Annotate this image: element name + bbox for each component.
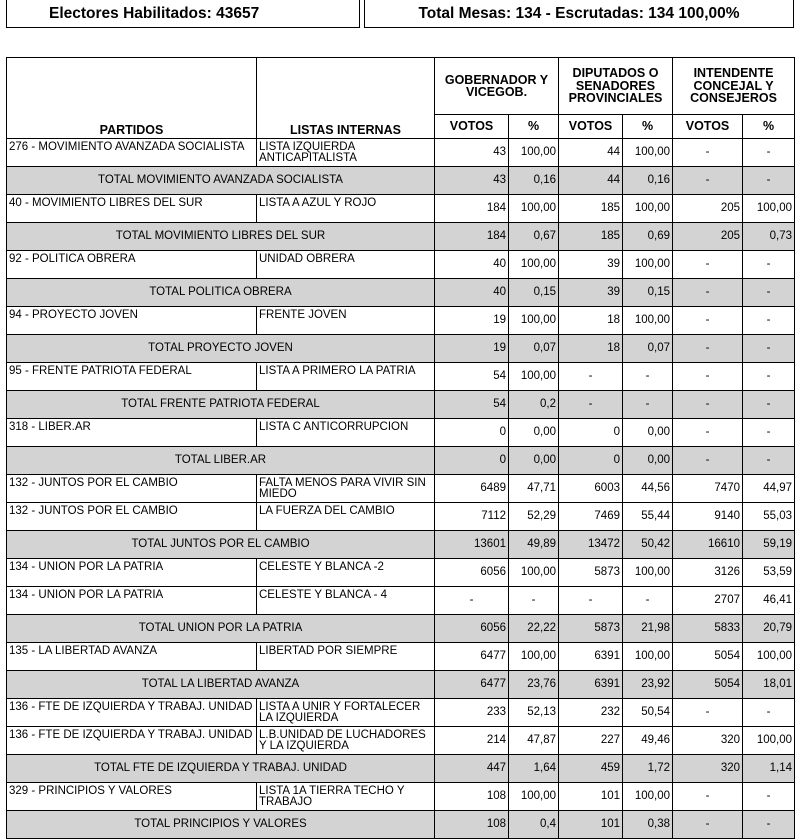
dip-votos: - (559, 587, 623, 615)
gob-pct: 0,07 (509, 335, 559, 363)
gob-votos: 43 (435, 139, 509, 167)
int-pct: 100,00 (743, 195, 795, 223)
lista-interna-name: LISTA A UNIR Y FORTALECER LA IZQUIERDA (257, 699, 435, 727)
int-pct: - (743, 699, 795, 727)
list-row (7, 783, 795, 811)
dip-votos: 6003 (559, 475, 623, 503)
int-votos: 5833 (673, 615, 743, 643)
int-pct: - (743, 363, 795, 391)
int-votos: 3126 (673, 559, 743, 587)
int-pct: - (743, 139, 795, 167)
lista-interna-name: UNIDAD OBRERA (257, 251, 435, 279)
gob-pct: 52,29 (509, 503, 559, 531)
gob-pct: 0,4 (509, 811, 559, 839)
dip-votos: 227 (559, 727, 623, 755)
gob-pct: - (509, 587, 559, 615)
dip-votos: - (559, 363, 623, 391)
gob-pct: 0,2 (509, 391, 559, 419)
col-gob-votos: VOTOS (435, 115, 509, 139)
int-pct: 44,97 (743, 475, 795, 503)
int-votos: 320 (673, 727, 743, 755)
int-votos: - (673, 279, 743, 307)
total-row (7, 391, 795, 419)
gob-votos: 184 (435, 223, 509, 251)
total-row (7, 279, 795, 307)
partido-name: 134 - UNION POR LA PATRIA (7, 559, 257, 587)
total-row (7, 167, 795, 195)
summary-bar (6, 0, 794, 28)
int-votos: 7470 (673, 475, 743, 503)
int-pct: 59,19 (743, 531, 795, 559)
dip-votos: 39 (559, 279, 623, 307)
total-row (7, 335, 795, 363)
gob-votos: 13601 (435, 531, 509, 559)
int-pct: - (743, 335, 795, 363)
lista-interna-name: CELESTE Y BLANCA -2 (257, 559, 435, 587)
gob-votos: - (435, 587, 509, 615)
partido-name: 94 - PROYECTO JOVEN (7, 307, 257, 335)
int-pct: 18,01 (743, 671, 795, 699)
total-label: TOTAL MOVIMIENTO AVANZADA SOCIALISTA (7, 167, 435, 195)
partido-name: 136 - FTE DE IZQUIERDA Y TRABAJ. UNIDAD (7, 727, 257, 755)
lista-interna-name: FALTA MENOS PARA VIVIR SIN MIEDO (257, 475, 435, 503)
gob-votos: 233 (435, 699, 509, 727)
gob-votos: 19 (435, 307, 509, 335)
dip-pct: 21,98 (623, 615, 673, 643)
int-pct: 0,73 (743, 223, 795, 251)
gob-pct: 0,00 (509, 447, 559, 475)
dip-pct: 100,00 (623, 783, 673, 811)
gob-pct: 49,89 (509, 531, 559, 559)
gob-votos: 19 (435, 335, 509, 363)
col-int-votos: VOTOS (673, 115, 743, 139)
dip-pct: 23,92 (623, 671, 673, 699)
int-votos: - (673, 251, 743, 279)
dip-votos: 39 (559, 251, 623, 279)
gob-votos: 6477 (435, 671, 509, 699)
dip-pct: 50,42 (623, 531, 673, 559)
dip-pct: 0,38 (623, 811, 673, 839)
dip-votos: 185 (559, 223, 623, 251)
lista-interna-name: LISTA A AZUL Y ROJO (257, 195, 435, 223)
int-votos: 9140 (673, 503, 743, 531)
gob-votos: 40 (435, 279, 509, 307)
gob-votos: 447 (435, 755, 509, 783)
dip-pct: 100,00 (623, 195, 673, 223)
lista-interna-name: LIBERTAD POR SIEMPRE (257, 643, 435, 671)
gob-pct: 0,15 (509, 279, 559, 307)
dip-votos: 6391 (559, 671, 623, 699)
gob-pct: 100,00 (509, 559, 559, 587)
dip-pct: 50,54 (623, 699, 673, 727)
gob-pct: 100,00 (509, 139, 559, 167)
dip-votos: 5873 (559, 559, 623, 587)
int-pct: 46,41 (743, 587, 795, 615)
list-row (7, 503, 795, 531)
int-pct: - (743, 811, 795, 839)
results-table (6, 57, 795, 839)
list-row (7, 139, 795, 167)
partido-name: 136 - FTE DE IZQUIERDA Y TRABAJ. UNIDAD (7, 699, 257, 727)
list-row (7, 307, 795, 335)
int-votos: - (673, 699, 743, 727)
dip-votos: 185 (559, 195, 623, 223)
partido-name: 95 - FRENTE PATRIOTA FEDERAL (7, 363, 257, 391)
dip-pct: 100,00 (623, 643, 673, 671)
gob-votos: 108 (435, 783, 509, 811)
lista-interna-name: FRENTE JOVEN (257, 307, 435, 335)
gob-pct: 100,00 (509, 195, 559, 223)
lista-interna-name: LISTA IZQUIERDA ANTICAPITALISTA (257, 139, 435, 167)
gob-votos: 6489 (435, 475, 509, 503)
gob-pct: 23,76 (509, 671, 559, 699)
total-row (7, 447, 795, 475)
dip-votos: 6391 (559, 643, 623, 671)
int-votos: - (673, 139, 743, 167)
int-votos: 320 (673, 755, 743, 783)
total-row (7, 811, 795, 839)
gob-votos: 7112 (435, 503, 509, 531)
dip-votos: 18 (559, 335, 623, 363)
int-pct: - (743, 447, 795, 475)
gob-votos: 6477 (435, 643, 509, 671)
results-body (7, 139, 795, 839)
dip-votos: 5873 (559, 615, 623, 643)
dip-votos: 0 (559, 419, 623, 447)
dip-votos: - (559, 391, 623, 419)
int-pct: 53,59 (743, 559, 795, 587)
int-pct: - (743, 167, 795, 195)
int-votos: - (673, 447, 743, 475)
gob-pct: 0,67 (509, 223, 559, 251)
gob-pct: 100,00 (509, 363, 559, 391)
partido-name: 40 - MOVIMIENTO LIBRES DEL SUR (7, 195, 257, 223)
col-gobernador: GOBERNADOR Y VICEGOB. (435, 58, 559, 115)
int-votos: - (673, 307, 743, 335)
gob-pct: 47,87 (509, 727, 559, 755)
col-partidos: PARTIDOS (7, 58, 257, 139)
int-pct: 55,03 (743, 503, 795, 531)
int-pct: 100,00 (743, 727, 795, 755)
int-pct: 1,14 (743, 755, 795, 783)
int-votos: 5054 (673, 671, 743, 699)
list-row (7, 475, 795, 503)
gob-votos: 6056 (435, 615, 509, 643)
dip-pct: 49,46 (623, 727, 673, 755)
total-label: TOTAL PROYECTO JOVEN (7, 335, 435, 363)
dip-votos: 7469 (559, 503, 623, 531)
col-int-pct: % (743, 115, 795, 139)
int-votos: - (673, 391, 743, 419)
total-label: TOTAL LIBER.AR (7, 447, 435, 475)
int-pct: - (743, 419, 795, 447)
list-row (7, 195, 795, 223)
mesas-escrutadas: Total Mesas: 134 - Escrutadas: 134 100,00% (364, 0, 794, 28)
int-pct: - (743, 251, 795, 279)
gob-pct: 100,00 (509, 251, 559, 279)
partido-name: 329 - PRINCIPIOS Y VALORES (7, 783, 257, 811)
dip-pct: - (623, 587, 673, 615)
int-votos: - (673, 167, 743, 195)
total-label: TOTAL FTE DE IZQUIERDA Y TRABAJ. UNIDAD (7, 755, 435, 783)
list-row (7, 587, 795, 615)
int-votos: 205 (673, 223, 743, 251)
total-label: TOTAL FRENTE PATRIOTA FEDERAL (7, 391, 435, 419)
int-votos: 16610 (673, 531, 743, 559)
total-row (7, 615, 795, 643)
gob-pct: 100,00 (509, 783, 559, 811)
total-label: TOTAL JUNTOS POR EL CAMBIO (7, 531, 435, 559)
dip-pct: 0,07 (623, 335, 673, 363)
total-label: TOTAL POLITICA OBRERA (7, 279, 435, 307)
total-row (7, 755, 795, 783)
partido-name: 318 - LIBER.AR (7, 419, 257, 447)
gob-pct: 100,00 (509, 307, 559, 335)
int-votos: 2707 (673, 587, 743, 615)
dip-pct: 0,00 (623, 447, 673, 475)
gob-votos: 54 (435, 391, 509, 419)
dip-pct: 0,15 (623, 279, 673, 307)
col-listas-internas: LISTAS INTERNAS (257, 58, 435, 139)
gob-votos: 40 (435, 251, 509, 279)
gob-pct: 52,13 (509, 699, 559, 727)
lista-interna-name: LISTA A PRIMERO LA PATRIA (257, 363, 435, 391)
dip-pct: 100,00 (623, 559, 673, 587)
total-row (7, 671, 795, 699)
gob-votos: 43 (435, 167, 509, 195)
gob-votos: 108 (435, 811, 509, 839)
int-pct: - (743, 783, 795, 811)
partido-name: 132 - JUNTOS POR EL CAMBIO (7, 503, 257, 531)
dip-pct: 100,00 (623, 307, 673, 335)
partido-name: 276 - MOVIMIENTO AVANZADA SOCIALISTA (7, 139, 257, 167)
total-label: TOTAL UNION POR LA PATRIA (7, 615, 435, 643)
total-label: TOTAL PRINCIPIOS Y VALORES (7, 811, 435, 839)
col-intendente: INTENDENTE CONCEJAL Y CONSEJEROS (673, 58, 795, 115)
list-row (7, 699, 795, 727)
dip-pct: - (623, 363, 673, 391)
gob-votos: 6056 (435, 559, 509, 587)
partido-name: 92 - POLITICA OBRERA (7, 251, 257, 279)
lista-interna-name: CELESTE Y BLANCA - 4 (257, 587, 435, 615)
dip-pct: 0,69 (623, 223, 673, 251)
gob-votos: 0 (435, 447, 509, 475)
int-pct: - (743, 391, 795, 419)
gob-votos: 54 (435, 363, 509, 391)
gob-votos: 184 (435, 195, 509, 223)
dip-pct: 44,56 (623, 475, 673, 503)
col-gob-pct: % (509, 115, 559, 139)
list-row (7, 727, 795, 755)
dip-pct: 0,16 (623, 167, 673, 195)
dip-pct: - (623, 391, 673, 419)
lista-interna-name: LA FUERZA DEL CAMBIO (257, 503, 435, 531)
total-label: TOTAL LA LIBERTAD AVANZA (7, 671, 435, 699)
int-votos: - (673, 335, 743, 363)
total-row (7, 223, 795, 251)
gob-pct: 22,22 (509, 615, 559, 643)
lista-interna-name: LISTA 1A TIERRA TECHO Y TRABAJO (257, 783, 435, 811)
partido-name: 135 - LA LIBERTAD AVANZA (7, 643, 257, 671)
dip-pct: 100,00 (623, 139, 673, 167)
int-votos: - (673, 783, 743, 811)
dip-votos: 13472 (559, 531, 623, 559)
col-dip-votos: VOTOS (559, 115, 623, 139)
dip-votos: 101 (559, 783, 623, 811)
gob-votos: 214 (435, 727, 509, 755)
dip-pct: 0,00 (623, 419, 673, 447)
list-row (7, 251, 795, 279)
int-votos: - (673, 363, 743, 391)
gob-pct: 1,64 (509, 755, 559, 783)
dip-votos: 44 (559, 167, 623, 195)
gob-pct: 100,00 (509, 643, 559, 671)
list-row (7, 559, 795, 587)
int-votos: 5054 (673, 643, 743, 671)
int-pct: - (743, 279, 795, 307)
int-votos: 205 (673, 195, 743, 223)
dip-pct: 100,00 (623, 251, 673, 279)
partido-name: 132 - JUNTOS POR EL CAMBIO (7, 475, 257, 503)
dip-pct: 1,72 (623, 755, 673, 783)
int-votos: - (673, 419, 743, 447)
dip-pct: 55,44 (623, 503, 673, 531)
int-votos: - (673, 811, 743, 839)
gob-votos: 0 (435, 419, 509, 447)
list-row (7, 419, 795, 447)
dip-votos: 459 (559, 755, 623, 783)
dip-votos: 44 (559, 139, 623, 167)
list-row (7, 363, 795, 391)
electores-habilitados: Electores Habilitados: 43657 (6, 0, 360, 28)
total-label: TOTAL MOVIMIENTO LIBRES DEL SUR (7, 223, 435, 251)
gob-pct: 0,00 (509, 419, 559, 447)
col-dip-pct: % (623, 115, 673, 139)
dip-votos: 0 (559, 447, 623, 475)
dip-votos: 101 (559, 811, 623, 839)
gob-pct: 0,16 (509, 167, 559, 195)
col-diputados: DIPUTADOS O SENADORES PROVINCIALES (559, 58, 673, 115)
lista-interna-name: LISTA C ANTICORRUPCION (257, 419, 435, 447)
gob-pct: 47,71 (509, 475, 559, 503)
list-row (7, 643, 795, 671)
lista-interna-name: L.B.UNIDAD DE LUCHADORES Y LA IZQUIERDA (257, 727, 435, 755)
int-pct: - (743, 307, 795, 335)
partido-name: 134 - UNION POR LA PATRIA (7, 587, 257, 615)
int-pct: 100,00 (743, 643, 795, 671)
int-pct: 20,79 (743, 615, 795, 643)
dip-votos: 18 (559, 307, 623, 335)
dip-votos: 232 (559, 699, 623, 727)
total-row (7, 531, 795, 559)
